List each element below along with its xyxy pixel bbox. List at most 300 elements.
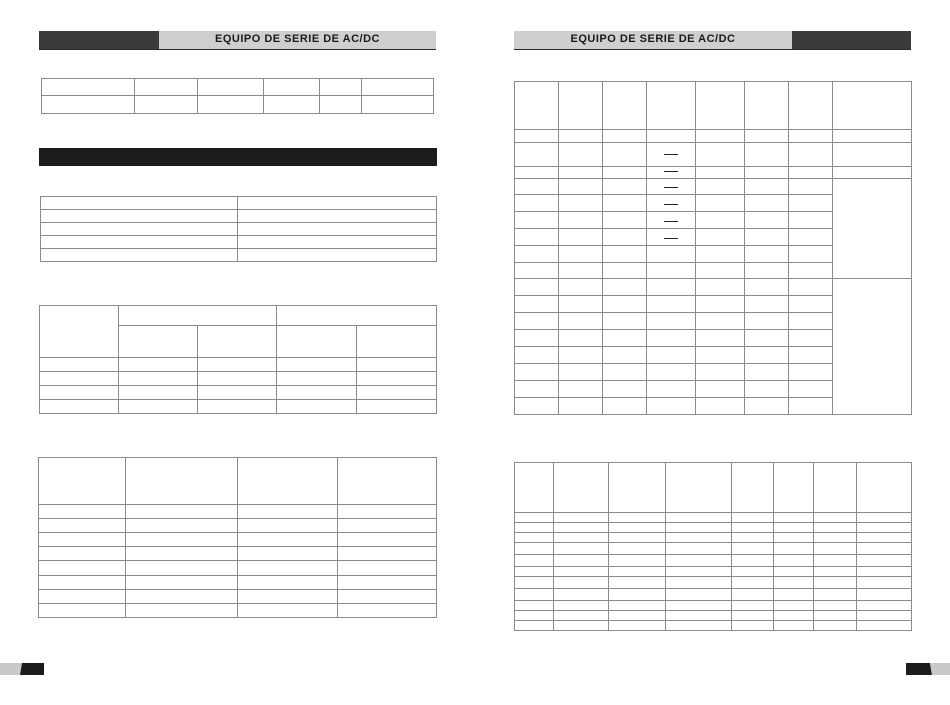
table-cell bbox=[515, 589, 554, 601]
table-cell bbox=[238, 458, 338, 505]
table-cell bbox=[515, 195, 559, 212]
table-cell bbox=[515, 167, 559, 179]
table-cell bbox=[732, 577, 774, 589]
table-cell bbox=[774, 533, 814, 543]
table-cell bbox=[603, 381, 647, 398]
table-cell bbox=[238, 590, 338, 604]
table-cell bbox=[745, 364, 789, 381]
table-cell bbox=[745, 381, 789, 398]
table-cell bbox=[559, 246, 603, 263]
left-header-dark-block bbox=[39, 31, 159, 49]
table-cell bbox=[696, 263, 745, 279]
table-cell bbox=[362, 79, 434, 96]
table-cell bbox=[515, 398, 559, 415]
table-cell bbox=[857, 621, 912, 631]
table-cell bbox=[39, 590, 126, 604]
table-cell bbox=[696, 296, 745, 313]
table-cell bbox=[198, 96, 264, 114]
left-header-title: EQUIPO DE SERIE DE AC/DC bbox=[159, 31, 436, 49]
table-cell bbox=[603, 195, 647, 212]
table-cell bbox=[647, 82, 696, 130]
table-cell bbox=[238, 547, 338, 561]
table-cell bbox=[357, 386, 437, 400]
table-cell bbox=[696, 212, 745, 229]
table-cell bbox=[833, 130, 912, 143]
table-cell bbox=[609, 567, 666, 577]
table-cell bbox=[119, 306, 277, 326]
table-cell bbox=[41, 210, 238, 223]
table-cell bbox=[554, 601, 609, 611]
table-cell bbox=[559, 143, 603, 167]
table-cell bbox=[647, 167, 696, 179]
left-table-bottom bbox=[38, 457, 437, 618]
table-cell bbox=[666, 601, 732, 611]
table-cell bbox=[647, 195, 696, 212]
table-cell bbox=[603, 364, 647, 381]
table-cell bbox=[745, 179, 789, 195]
table-cell bbox=[198, 386, 277, 400]
table-cell bbox=[789, 263, 833, 279]
table-cell bbox=[609, 621, 666, 631]
table-cell bbox=[515, 212, 559, 229]
table-cell bbox=[238, 576, 338, 590]
table-cell bbox=[559, 347, 603, 364]
table-cell bbox=[732, 601, 774, 611]
table-cell bbox=[814, 567, 857, 577]
table-cell bbox=[647, 212, 696, 229]
table-cell bbox=[745, 313, 789, 330]
table-cell bbox=[559, 279, 603, 296]
table-cell bbox=[603, 82, 647, 130]
left-page-corner-tab bbox=[0, 663, 44, 675]
table-cell bbox=[774, 513, 814, 523]
table-cell bbox=[814, 533, 857, 543]
table-cell bbox=[559, 167, 603, 179]
table-cell bbox=[774, 577, 814, 589]
table-cell bbox=[696, 167, 745, 179]
table-cell bbox=[609, 577, 666, 589]
table-cell bbox=[814, 621, 857, 631]
table-cell bbox=[814, 589, 857, 601]
table-cell bbox=[857, 577, 912, 589]
table-cell bbox=[603, 347, 647, 364]
table-cell bbox=[338, 576, 437, 590]
table-cell bbox=[857, 589, 912, 601]
table-dash-mark bbox=[664, 238, 678, 239]
table-cell bbox=[238, 505, 338, 519]
table-cell bbox=[857, 533, 912, 543]
table-cell bbox=[515, 143, 559, 167]
table-cell bbox=[554, 589, 609, 601]
table-cell bbox=[666, 577, 732, 589]
table-cell bbox=[135, 96, 198, 114]
table-cell bbox=[40, 372, 119, 386]
table-cell bbox=[277, 358, 357, 372]
table-cell bbox=[338, 533, 437, 547]
table-cell bbox=[789, 246, 833, 263]
right-table-bottom bbox=[514, 462, 912, 631]
table-cell bbox=[789, 195, 833, 212]
right-table-main bbox=[514, 81, 912, 415]
table-cell bbox=[647, 364, 696, 381]
table-cell bbox=[135, 79, 198, 96]
table-cell bbox=[609, 555, 666, 567]
table-cell bbox=[666, 543, 732, 555]
table-cell bbox=[277, 306, 437, 326]
table-cell bbox=[609, 533, 666, 543]
table-cell bbox=[554, 555, 609, 567]
table-cell bbox=[745, 195, 789, 212]
table-cell bbox=[647, 246, 696, 263]
table-cell bbox=[857, 567, 912, 577]
table-cell bbox=[338, 561, 437, 576]
table-cell bbox=[554, 523, 609, 533]
table-cell bbox=[40, 358, 119, 372]
table-cell bbox=[515, 330, 559, 347]
table-cell bbox=[277, 400, 357, 414]
table-cell bbox=[745, 246, 789, 263]
table-cell bbox=[264, 79, 320, 96]
table-cell bbox=[814, 463, 857, 513]
table-cell bbox=[559, 212, 603, 229]
table-cell bbox=[666, 621, 732, 631]
table-cell bbox=[554, 577, 609, 589]
table-cell bbox=[609, 611, 666, 621]
table-cell bbox=[833, 167, 912, 179]
table-cell bbox=[666, 523, 732, 533]
table-cell bbox=[238, 197, 437, 210]
table-cell bbox=[515, 263, 559, 279]
table-cell bbox=[320, 79, 362, 96]
table-cell bbox=[609, 589, 666, 601]
table-dash-mark bbox=[664, 204, 678, 205]
table-cell bbox=[515, 577, 554, 589]
table-cell bbox=[789, 347, 833, 364]
table-cell bbox=[732, 611, 774, 621]
table-cell bbox=[774, 523, 814, 533]
table-cell bbox=[732, 589, 774, 601]
table-cell bbox=[666, 589, 732, 601]
table-cell bbox=[732, 567, 774, 577]
table-cell bbox=[515, 313, 559, 330]
table-cell bbox=[559, 195, 603, 212]
table-cell bbox=[338, 590, 437, 604]
table-cell bbox=[857, 543, 912, 555]
table-cell bbox=[745, 263, 789, 279]
table-cell bbox=[126, 604, 238, 618]
table-cell bbox=[515, 601, 554, 611]
left-header-rule bbox=[39, 49, 436, 50]
table-cell bbox=[789, 130, 833, 143]
table-cell bbox=[609, 543, 666, 555]
table-cell bbox=[696, 347, 745, 364]
table-cell bbox=[732, 523, 774, 533]
table-cell bbox=[357, 326, 437, 358]
table-cell bbox=[41, 236, 238, 249]
table-cell bbox=[833, 179, 912, 279]
table-cell bbox=[789, 143, 833, 167]
table-cell bbox=[41, 223, 238, 236]
table-cell bbox=[126, 519, 238, 533]
table-cell bbox=[559, 313, 603, 330]
table-cell bbox=[696, 330, 745, 347]
table-cell bbox=[554, 621, 609, 631]
table-cell bbox=[559, 381, 603, 398]
table-cell bbox=[603, 179, 647, 195]
table-cell bbox=[666, 611, 732, 621]
table-cell bbox=[40, 386, 119, 400]
left-table-two-col bbox=[40, 196, 437, 262]
table-cell bbox=[559, 296, 603, 313]
table-cell bbox=[603, 229, 647, 246]
table-cell bbox=[647, 130, 696, 143]
table-cell bbox=[39, 533, 126, 547]
table-cell bbox=[774, 611, 814, 621]
table-cell bbox=[559, 364, 603, 381]
table-cell bbox=[789, 398, 833, 415]
table-cell bbox=[515, 364, 559, 381]
table-cell bbox=[338, 547, 437, 561]
table-cell bbox=[666, 513, 732, 523]
table-cell bbox=[814, 611, 857, 621]
table-cell bbox=[774, 621, 814, 631]
table-cell bbox=[277, 326, 357, 358]
table-cell bbox=[696, 143, 745, 167]
table-cell bbox=[774, 463, 814, 513]
table-cell bbox=[554, 611, 609, 621]
table-cell bbox=[277, 386, 357, 400]
table-cell bbox=[774, 543, 814, 555]
table-cell bbox=[603, 130, 647, 143]
table-cell bbox=[238, 561, 338, 576]
table-cell bbox=[603, 143, 647, 167]
table-cell bbox=[745, 82, 789, 130]
table-cell bbox=[732, 533, 774, 543]
table-cell bbox=[603, 398, 647, 415]
table-cell bbox=[515, 381, 559, 398]
table-cell bbox=[42, 79, 135, 96]
table-cell bbox=[515, 523, 554, 533]
table-cell bbox=[515, 179, 559, 195]
table-cell bbox=[609, 523, 666, 533]
table-cell bbox=[696, 381, 745, 398]
table-cell bbox=[774, 589, 814, 601]
table-cell bbox=[745, 279, 789, 296]
table-cell bbox=[515, 130, 559, 143]
table-cell bbox=[554, 543, 609, 555]
table-cell bbox=[39, 519, 126, 533]
table-cell bbox=[745, 212, 789, 229]
right-header-rule bbox=[514, 49, 911, 50]
table-cell bbox=[814, 513, 857, 523]
table-cell bbox=[647, 229, 696, 246]
table-cell bbox=[857, 513, 912, 523]
table-cell bbox=[238, 249, 437, 262]
table-cell bbox=[554, 513, 609, 523]
table-cell bbox=[39, 458, 126, 505]
right-page-corner-tab bbox=[906, 663, 950, 675]
table-cell bbox=[696, 82, 745, 130]
table-cell bbox=[198, 358, 277, 372]
table-cell bbox=[515, 82, 559, 130]
table-cell bbox=[745, 347, 789, 364]
table-cell bbox=[40, 400, 119, 414]
table-cell bbox=[647, 279, 696, 296]
table-cell bbox=[554, 533, 609, 543]
table-cell bbox=[559, 82, 603, 130]
table-cell bbox=[603, 246, 647, 263]
table-cell bbox=[666, 567, 732, 577]
table-cell bbox=[745, 130, 789, 143]
table-cell bbox=[559, 330, 603, 347]
table-dash-mark bbox=[664, 187, 678, 188]
table-cell bbox=[696, 246, 745, 263]
table-cell bbox=[814, 543, 857, 555]
table-cell bbox=[857, 601, 912, 611]
table-cell bbox=[789, 82, 833, 130]
table-dash-mark bbox=[664, 154, 678, 155]
table-cell bbox=[515, 611, 554, 621]
table-cell bbox=[696, 279, 745, 296]
table-cell bbox=[789, 330, 833, 347]
table-cell bbox=[515, 555, 554, 567]
table-cell bbox=[647, 263, 696, 279]
table-cell bbox=[554, 567, 609, 577]
table-cell bbox=[745, 143, 789, 167]
table-cell bbox=[774, 555, 814, 567]
table-cell bbox=[666, 463, 732, 513]
table-cell bbox=[696, 195, 745, 212]
table-cell bbox=[745, 229, 789, 246]
table-cell bbox=[198, 79, 264, 96]
table-cell bbox=[39, 604, 126, 618]
table-cell bbox=[833, 82, 912, 130]
table-cell bbox=[789, 212, 833, 229]
table-cell bbox=[338, 519, 437, 533]
table-cell bbox=[515, 296, 559, 313]
table-cell bbox=[814, 555, 857, 567]
table-cell bbox=[39, 505, 126, 519]
table-cell bbox=[515, 347, 559, 364]
table-cell bbox=[609, 513, 666, 523]
table-cell bbox=[338, 604, 437, 618]
table-cell bbox=[39, 576, 126, 590]
table-cell bbox=[238, 519, 338, 533]
table-cell bbox=[603, 279, 647, 296]
table-cell bbox=[515, 533, 554, 543]
table-cell bbox=[857, 463, 912, 513]
table-cell bbox=[126, 505, 238, 519]
table-cell bbox=[696, 229, 745, 246]
table-cell bbox=[814, 601, 857, 611]
table-cell bbox=[119, 386, 198, 400]
table-cell bbox=[696, 398, 745, 415]
table-cell bbox=[41, 249, 238, 262]
table-cell bbox=[647, 398, 696, 415]
table-cell bbox=[732, 463, 774, 513]
table-cell bbox=[357, 400, 437, 414]
table-cell bbox=[515, 567, 554, 577]
table-cell bbox=[357, 358, 437, 372]
table-cell bbox=[789, 313, 833, 330]
table-cell bbox=[696, 179, 745, 195]
table-dash-mark bbox=[664, 221, 678, 222]
table-cell bbox=[696, 364, 745, 381]
table-cell bbox=[833, 279, 912, 415]
table-cell bbox=[515, 621, 554, 631]
table-cell bbox=[119, 358, 198, 372]
left-table-merged-header bbox=[39, 305, 437, 414]
table-cell bbox=[814, 523, 857, 533]
table-cell bbox=[647, 296, 696, 313]
right-header-dark-block bbox=[792, 31, 911, 49]
table-cell bbox=[603, 167, 647, 179]
table-cell bbox=[515, 246, 559, 263]
table-cell bbox=[119, 326, 198, 358]
table-cell bbox=[39, 561, 126, 576]
table-cell bbox=[647, 313, 696, 330]
table-cell bbox=[789, 381, 833, 398]
table-cell bbox=[745, 398, 789, 415]
table-cell bbox=[666, 533, 732, 543]
table-cell bbox=[126, 576, 238, 590]
table-cell bbox=[814, 577, 857, 589]
table-cell bbox=[789, 364, 833, 381]
table-cell bbox=[554, 463, 609, 513]
table-cell bbox=[126, 533, 238, 547]
table-cell bbox=[126, 561, 238, 576]
table-cell bbox=[559, 398, 603, 415]
table-cell bbox=[609, 463, 666, 513]
table-cell bbox=[647, 347, 696, 364]
table-cell bbox=[603, 313, 647, 330]
table-cell bbox=[857, 555, 912, 567]
table-cell bbox=[559, 179, 603, 195]
table-cell bbox=[789, 279, 833, 296]
table-cell bbox=[126, 458, 238, 505]
table-cell bbox=[666, 555, 732, 567]
table-cell bbox=[42, 96, 135, 114]
table-cell bbox=[39, 547, 126, 561]
table-cell bbox=[745, 330, 789, 347]
table-cell bbox=[238, 210, 437, 223]
table-cell bbox=[198, 372, 277, 386]
table-cell bbox=[774, 601, 814, 611]
table-cell bbox=[559, 130, 603, 143]
table-cell bbox=[515, 229, 559, 246]
table-cell bbox=[338, 458, 437, 505]
table-cell bbox=[559, 229, 603, 246]
table-cell bbox=[264, 96, 320, 114]
table-cell bbox=[515, 463, 554, 513]
table-cell bbox=[515, 513, 554, 523]
left-table-top bbox=[41, 78, 434, 114]
table-cell bbox=[732, 555, 774, 567]
table-cell bbox=[789, 179, 833, 195]
table-cell bbox=[789, 229, 833, 246]
table-cell bbox=[126, 547, 238, 561]
table-cell bbox=[198, 400, 277, 414]
table-cell bbox=[603, 330, 647, 347]
table-cell bbox=[119, 400, 198, 414]
table-dash-mark bbox=[664, 171, 678, 172]
table-cell bbox=[238, 223, 437, 236]
table-cell bbox=[732, 543, 774, 555]
table-cell bbox=[515, 279, 559, 296]
table-cell bbox=[603, 263, 647, 279]
table-cell bbox=[320, 96, 362, 114]
table-cell bbox=[119, 372, 198, 386]
